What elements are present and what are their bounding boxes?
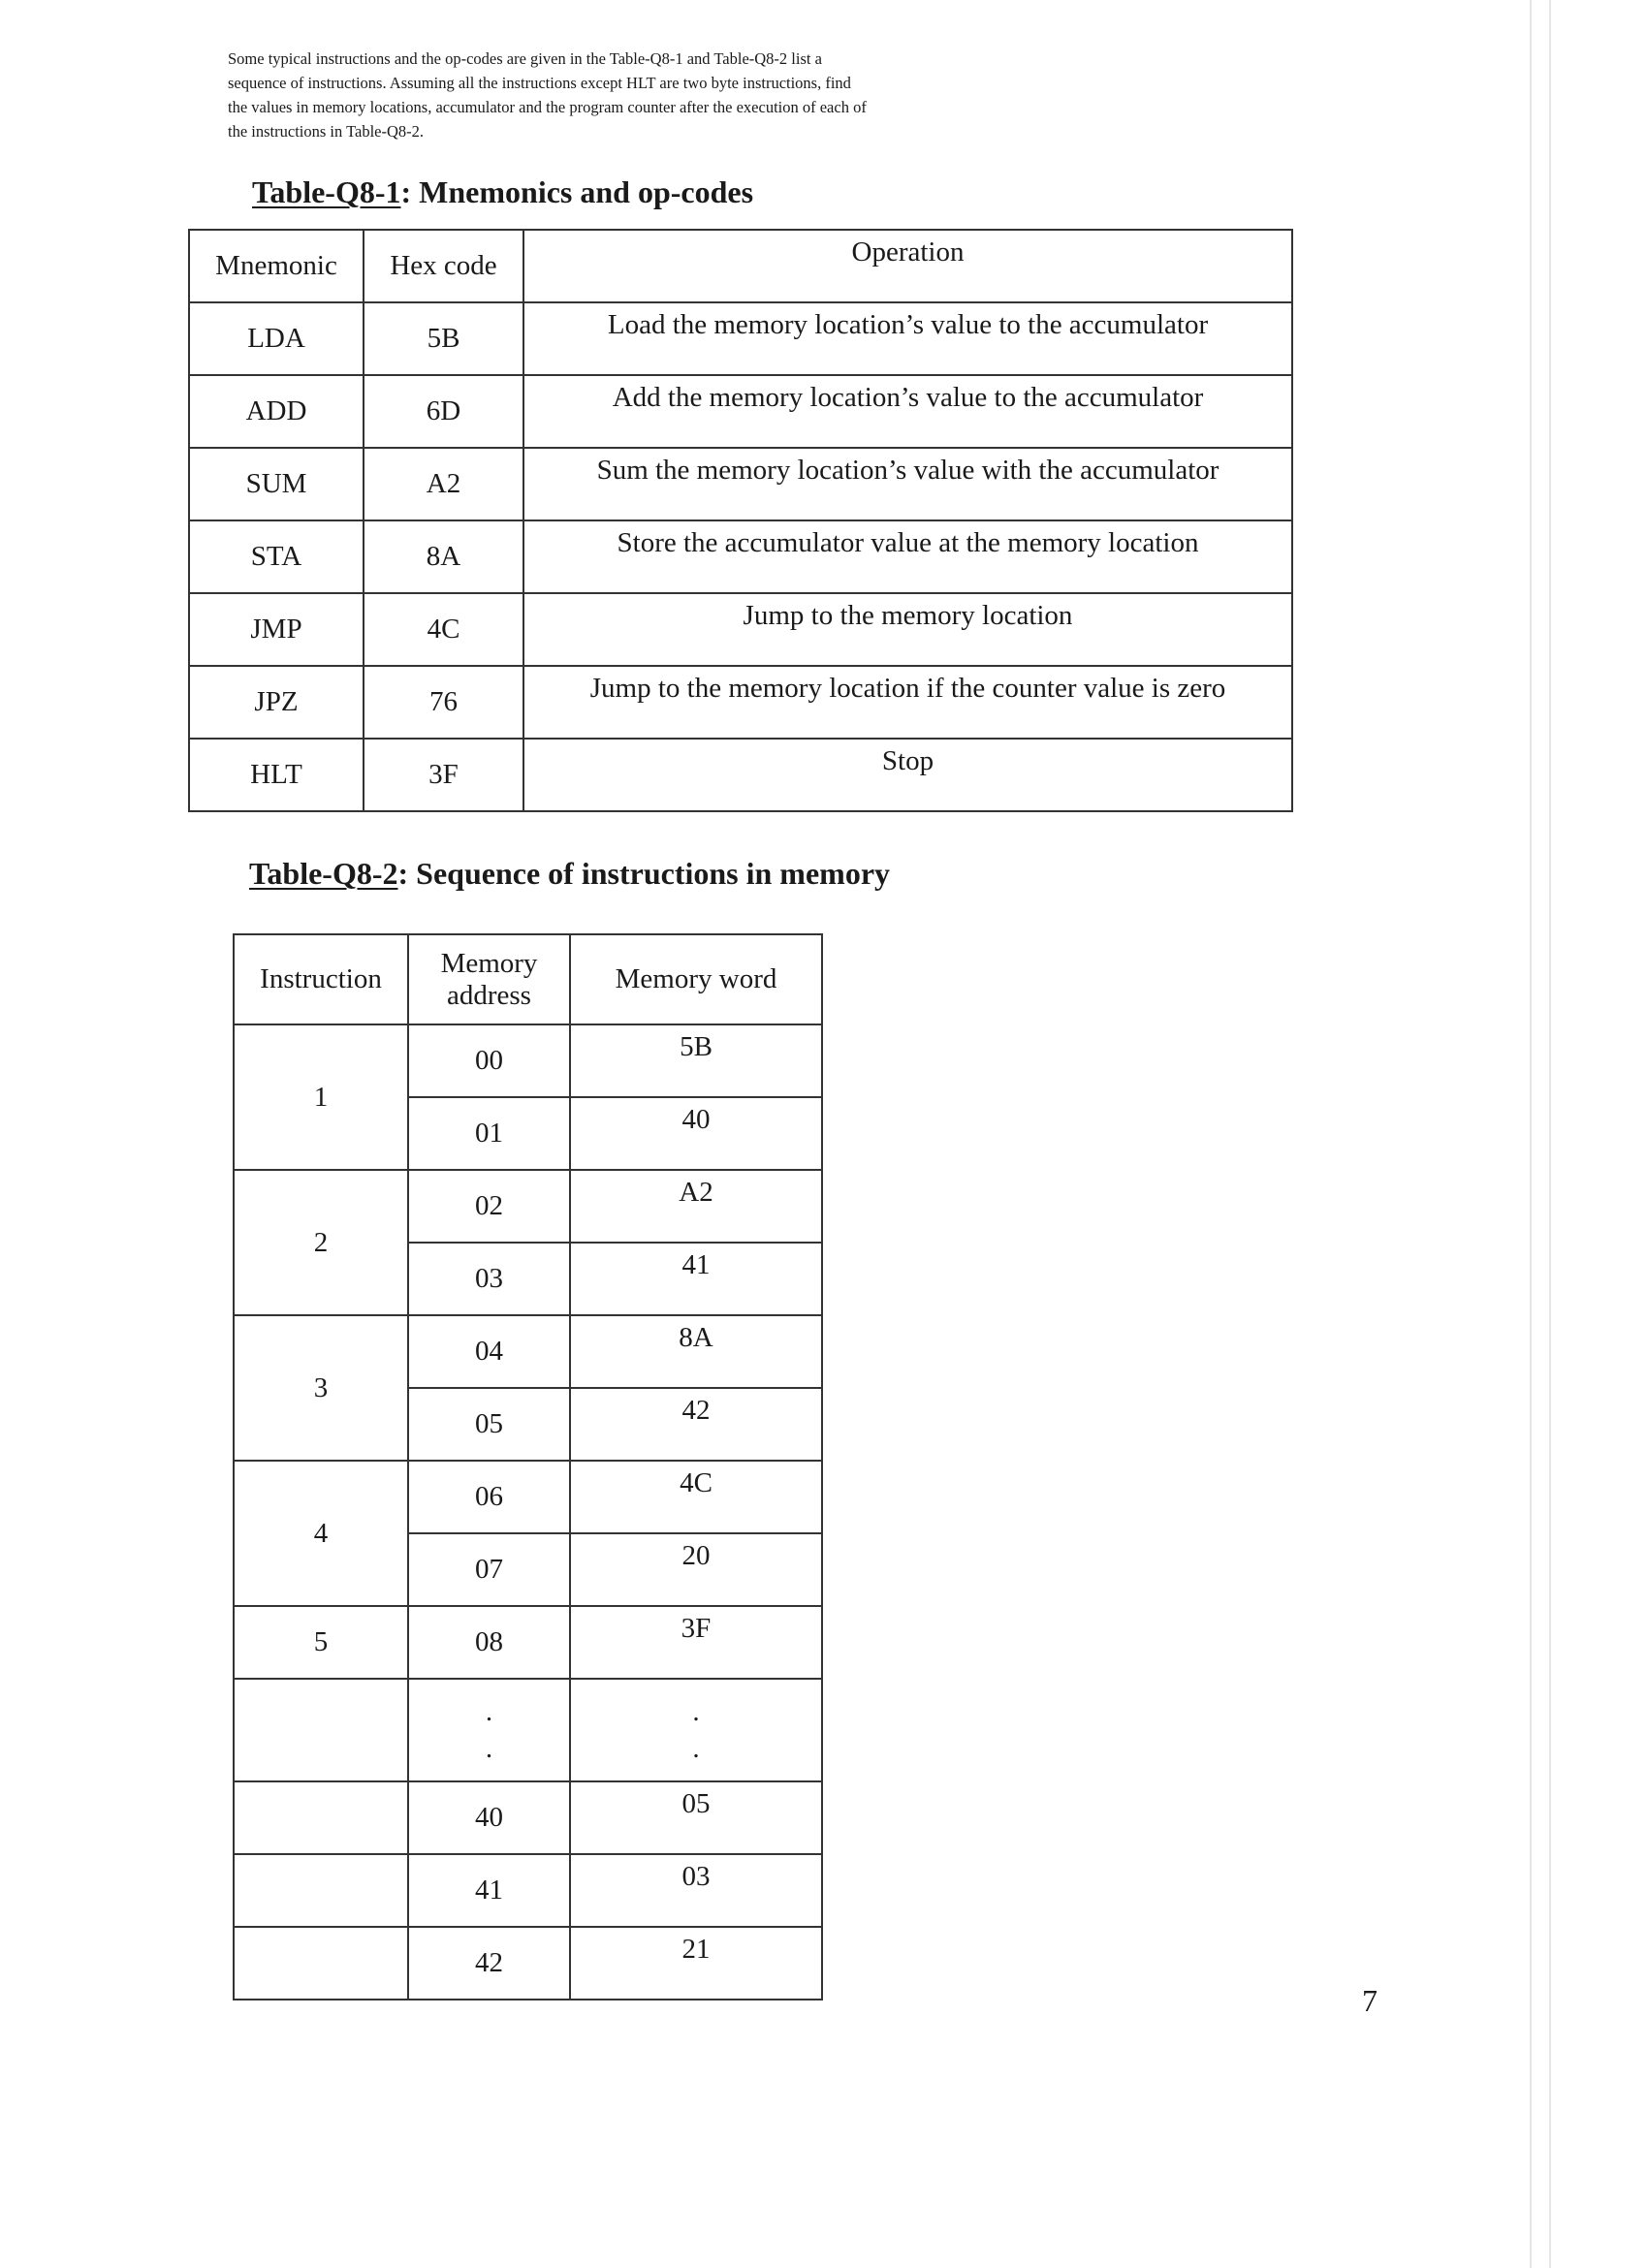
memory-address-cell: 03 <box>408 1243 570 1315</box>
memory-word-cell: A2 <box>570 1170 822 1243</box>
memory-address-cell: 02 <box>408 1170 570 1243</box>
column-header: Memory word <box>570 934 822 1024</box>
table-header-row <box>234 934 822 1024</box>
table-row <box>234 1854 822 1927</box>
memory-word-cell: 8A <box>570 1315 822 1388</box>
operation-cell: Store the accumulator value at the memory location <box>523 520 1292 593</box>
memory-word-cell: 20 <box>570 1533 822 1606</box>
scan-edge-line <box>1549 0 1551 2268</box>
instruction-number-cell: 2 <box>234 1170 408 1315</box>
hex-code-cell: 3F <box>364 739 523 811</box>
memory-address-cell: 04 <box>408 1315 570 1388</box>
table-row <box>189 739 1292 811</box>
question-intro: Some typical instructions and the op-codes are given in the Table-Q8-1 and Table-Q8-2 list a sequence of instructions. Assuming all the instructions except HLT are two byte instructions, find the values in memory locations, accumulator and the program counter after the execution of each of the instructions in Table-Q8-2. <box>228 49 867 141</box>
instruction-number-cell: 4 <box>234 1461 408 1606</box>
mnemonic-cell: ADD <box>189 375 364 448</box>
empty-instruction-cell <box>234 1781 408 1854</box>
ellipsis-address-cell <box>408 1679 570 1781</box>
instruction-number-cell: 5 <box>234 1606 408 1679</box>
ellipsis-dot: . <box>692 1733 700 1764</box>
operation-cell: Add the memory location’s value to the accumulator <box>523 375 1292 448</box>
table-row <box>234 1927 822 2000</box>
column-header: Operation <box>523 230 1292 302</box>
mnemonic-cell: SUM <box>189 448 364 520</box>
mnemonics-table <box>188 229 1293 812</box>
memory-address-cell: 42 <box>408 1927 570 2000</box>
memory-address-cell: 00 <box>408 1024 570 1097</box>
table-header-row <box>189 230 1292 302</box>
table-row <box>189 448 1292 520</box>
empty-instruction-cell <box>234 1927 408 2000</box>
ellipsis-word-cell <box>570 1679 822 1781</box>
column-header: Hex code <box>364 230 523 302</box>
hex-code-cell: 8A <box>364 520 523 593</box>
memory-word-cell: 42 <box>570 1388 822 1461</box>
memory-word-cell: 3F <box>570 1606 822 1679</box>
memory-address-cell: 41 <box>408 1854 570 1927</box>
table-row <box>189 666 1292 739</box>
operation-cell: Stop <box>523 739 1292 811</box>
instruction-number-cell: 1 <box>234 1024 408 1170</box>
ellipsis-dot: . <box>485 1733 493 1764</box>
operation-cell: Jump to the memory location <box>523 593 1292 666</box>
table1-title-text: : Mnemonics and op-codes <box>400 174 754 209</box>
table2-title <box>249 856 890 892</box>
mnemonic-cell: JPZ <box>189 666 364 739</box>
hex-code-cell: 5B <box>364 302 523 375</box>
page-number: 7 <box>1362 1983 1378 2018</box>
column-header: Memory address <box>408 934 570 1024</box>
memory-address-cell: 06 <box>408 1461 570 1533</box>
column-header: Instruction <box>234 934 408 1024</box>
empty-instruction-cell <box>234 1679 408 1781</box>
memory-word-cell: 40 <box>570 1097 822 1170</box>
memory-word-cell: 21 <box>570 1927 822 2000</box>
table-row <box>189 302 1292 375</box>
memory-address-cell: 08 <box>408 1606 570 1679</box>
memory-address-cell: 40 <box>408 1781 570 1854</box>
table-row <box>234 1024 822 1097</box>
memory-address-cell: 05 <box>408 1388 570 1461</box>
table1-title <box>252 174 753 210</box>
memory-word-cell: 4C <box>570 1461 822 1533</box>
hex-code-cell: A2 <box>364 448 523 520</box>
operation-cell: Load the memory location’s value to the accumulator <box>523 302 1292 375</box>
column-header: Mnemonic <box>189 230 364 302</box>
ellipsis-dot: . <box>485 1696 493 1727</box>
empty-instruction-cell <box>234 1854 408 1927</box>
ellipsis-row <box>234 1679 822 1781</box>
mnemonic-cell: HLT <box>189 739 364 811</box>
operation-cell: Sum the memory location’s value with the accumulator <box>523 448 1292 520</box>
table-row <box>189 520 1292 593</box>
operation-cell: Jump to the memory location if the counter value is zero <box>523 666 1292 739</box>
hex-code-cell: 4C <box>364 593 523 666</box>
table-row <box>234 1315 822 1388</box>
hex-code-cell: 76 <box>364 666 523 739</box>
table-row <box>234 1606 822 1679</box>
table-row <box>189 593 1292 666</box>
memory-word-cell: 05 <box>570 1781 822 1854</box>
table-row <box>234 1170 822 1243</box>
instruction-number-cell: 3 <box>234 1315 408 1461</box>
table1-id: Table-Q8-1 <box>252 174 401 209</box>
mnemonic-cell: LDA <box>189 302 364 375</box>
mnemonic-cell: STA <box>189 520 364 593</box>
table-row <box>189 375 1292 448</box>
memory-word-cell: 5B <box>570 1024 822 1097</box>
table-row <box>234 1461 822 1533</box>
memory-word-cell: 03 <box>570 1854 822 1927</box>
memory-word-cell: 41 <box>570 1243 822 1315</box>
table-row <box>234 1781 822 1854</box>
memory-address-cell: 01 <box>408 1097 570 1170</box>
instruction-sequence-table <box>233 933 823 2000</box>
ellipsis-dot: . <box>692 1696 700 1727</box>
memory-address-cell: 07 <box>408 1533 570 1606</box>
table2-title-text: : Sequence of instructions in memory <box>397 856 891 891</box>
hex-code-cell: 6D <box>364 375 523 448</box>
table2-id: Table-Q8-2 <box>249 856 398 891</box>
mnemonic-cell: JMP <box>189 593 364 666</box>
scan-edge-line <box>1530 0 1532 2268</box>
